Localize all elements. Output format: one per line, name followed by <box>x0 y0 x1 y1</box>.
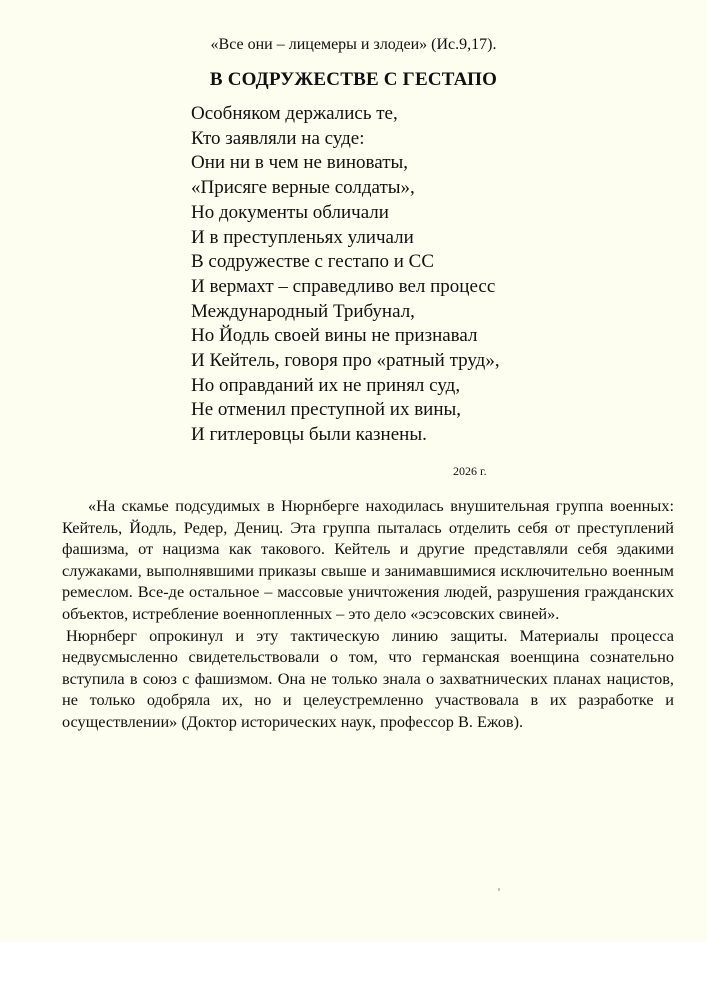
poem-date: 2026 г. <box>453 464 487 478</box>
poem-line: Но документы обличали <box>191 201 389 223</box>
page-speck <box>498 888 500 891</box>
quote-paragraph: Нюрнберг опрокинул и эту тактическую линию защиты. Материалы процесса недвусмысленно свидетельствовали о том, что германская военщина сознательно вступила в союз с фашизмом. Она не только знала о захватнических планах нацистов, не только одобряла их, но и целеустремленно участвовала в их разработке и осуществлении» (Доктор исторических наук, профессор В. Ежов). <box>62 625 674 731</box>
poem-line: Но Йодль своей вины не признавал <box>191 325 478 347</box>
poem <box>191 102 500 448</box>
poem-line: В содружестве с гестапо и СС <box>191 251 435 273</box>
epigraph: «Все они – лицемеры и злодеи» (Ис.9,17). <box>210 36 497 53</box>
page-title: В СОДРУЖЕСТВЕ С ГЕСТАПО <box>209 69 498 90</box>
poem-line: Кто заявляли на суде: <box>191 127 365 149</box>
poem-line: Международный Трибунал, <box>191 300 415 322</box>
quotation <box>62 495 674 733</box>
poem-line: Они ни в чем не виноваты, <box>191 152 409 174</box>
poem-line: «Присяге верные солдаты», <box>191 177 415 199</box>
quote-paragraph: «На скамье подсудимых в Нюрнберге находилась внушительная группа военных: Кейтель, Йодль, Редер, Дениц. Эта группа пыталась отделить себя от преступлений фашизма, от нацизма как такового. Кейтель и другие представляли себя эдакими служаками, выполнявшими приказы свыше и занимавшимися исключительно военным ремеслом. Все-де остальное – массовые уничтожения людей, разрушения гражданских объектов, истребление военнопленных – это дело «эсэсовских свиней». <box>62 496 674 623</box>
poem-line: Не отменил преступной их вины, <box>191 399 462 421</box>
poem-line: И гитлеровцы были казнены. <box>191 424 427 446</box>
poem-line: И Кейтель, говоря про «ратный труд», <box>191 350 500 372</box>
poem-line: Особняком держались те, <box>191 103 398 124</box>
poem-line: И в преступленьях уличали <box>191 226 414 248</box>
poem-line: Но оправданий их не принял суд, <box>191 374 461 396</box>
poem-line: И вермахт – справедливо вел процесс <box>191 275 496 297</box>
